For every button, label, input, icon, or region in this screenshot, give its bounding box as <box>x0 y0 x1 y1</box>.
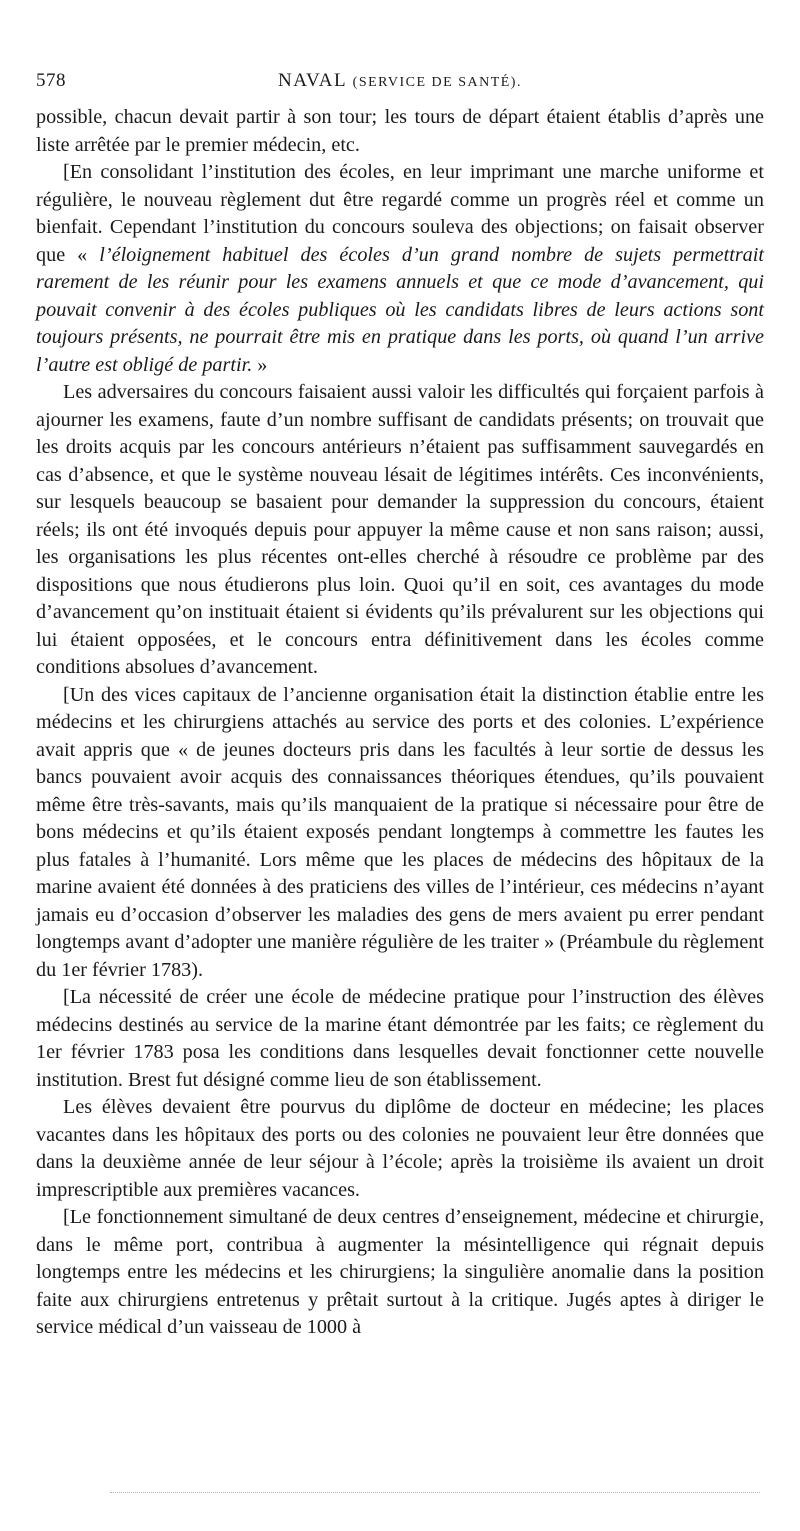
paragraph-text: possible, chacun devait partir à son tour; les tours de départ étaient établis d’après une liste arrêtée par le premier médecin, etc. <box>36 106 764 156</box>
paragraph-text: [La nécessité de créer une école de médecine pratique pour l’instruction des élèves médecins destinés au service de la marine étant démontrée par les faits; ce règlement du 1er février 1783 posa les conditions dans lesquelles devait fonctionner cette nouvelle institution. Brest fut désigné comme lieu de son établissement. <box>36 986 764 1091</box>
quoted-italic-text: l’éloignement habituel des écoles d’un grand nombre de sujets permettrait rarement de les réunir pour les examens annuels et que ce mode d’avancement, qui pouvait convenir à des écoles publiques où les candidats libres de leurs actions sont toujours présents, ne pourrait être mis en pratique dans les ports, où quand l’un arrive l’autre est obligé de partir. <box>36 243 764 376</box>
paragraph <box>36 159 764 379</box>
page-header <box>36 70 764 104</box>
paragraph-text: » <box>252 353 268 376</box>
document-page <box>36 70 764 1342</box>
paragraph-text: [En consolidant l’institution des écoles, en leur imprimant une marche uniforme et régulière, le nouveau règlement dut être regardé comme un progrès réel et comme un bienfait. Cependant l’institution du concours souleva des objections; on faisait observer que « <box>36 161 764 266</box>
page-bottom-rule <box>110 1492 760 1495</box>
paragraph-text: [Un des vices capitaux de l’ancienne organisation était la distinction établie entre les médecins et les chirurgiens attachés au service des ports et des colonies. L’expérience avait appris que « de jeunes docteurs pris dans les facultés à leur sortie de dessus les bancs pouvaient avoir acquis des connaissances théoriques étendues, qu’ils pouvaient même être très-savants, mais qu’ils manquaient de la pratique si nécessaire pour être de bons médecins et qu’ils étaient exposés pendant longtemps à commettre les fautes les plus fatales à l’humanité. Lors même que les places de médecins des hôpitaux de la marine avaient été données à des praticiens des villes de l’intérieur, ces médecins n’ayant jamais eu d’occasion d’observer les maladies des gens de mers avaient pu errer pendant longtemps avant d’adopter une manière régulière de les traiter » (Préambule du règlement du 1er février 1783). <box>36 683 764 981</box>
paragraph <box>36 1094 764 1204</box>
paragraph-text: Les élèves devaient être pourvus du diplôme de docteur en médecine; les places vacantes dans les hôpitaux des ports ou des colonies ne pouvaient leur être données que dans la deuxième année de leur séjour à l’école; après la troisième ils avaient un droit imprescriptible aux premières vacances. <box>36 1096 764 1201</box>
running-head-subtitle: (SERVICE DE SANTÉ). <box>352 75 522 90</box>
paragraph-text: [Le fonctionnement simultané de deux centres d’enseignement, médecine et chirurgie, dans le même port, contribua à augmenter la mésintelligence qui régnait depuis longtemps entre les médecins et les chirurgiens; la singulière anomalie dans la position faite aux chirurgiens entretenus y prêtait surtout à la critique. Jugés aptes à diriger le service médical d’un vaisseau de 1000 à <box>36 1206 764 1338</box>
body-text <box>36 104 764 1342</box>
running-head-title: NAVAL <box>278 70 347 91</box>
page-number: 578 <box>36 70 66 91</box>
paragraph <box>36 1204 764 1342</box>
paragraph <box>36 984 764 1094</box>
paragraph <box>36 682 764 985</box>
paragraph-text: Les adversaires du concours faisaient aussi valoir les difficultés qui forçaient parfois à ajourner les examens, faute d’un nombre suffisant de candidats présents; on trouvait que les droits acquis par les concours antérieurs n’étaient pas suffisamment sauvegardés en cas d’absence, et que le système nouveau lésait de légitimes intérêts. Ces inconvénients, sur lesquels beaucoup se basaient pour demander la suppression du concours, étaient réels; ils ont été invoqués depuis pour appuyer la même cause et non sans raison; aussi, les organisations les plus récentes ont-elles cherché à résoudre ce problème par des dispositions que nous étudierons plus loin. Quoi qu’il en soit, ces avantages du mode d’avancement qu’on instituait étaient si évidents qu’ils prévalurent sur les objections qui lui étaient opposées, et le concours entra définitivement dans les écoles comme conditions absolues d’avancement. <box>36 381 764 678</box>
running-head <box>36 70 764 92</box>
paragraph <box>36 104 764 159</box>
paragraph <box>36 379 764 682</box>
